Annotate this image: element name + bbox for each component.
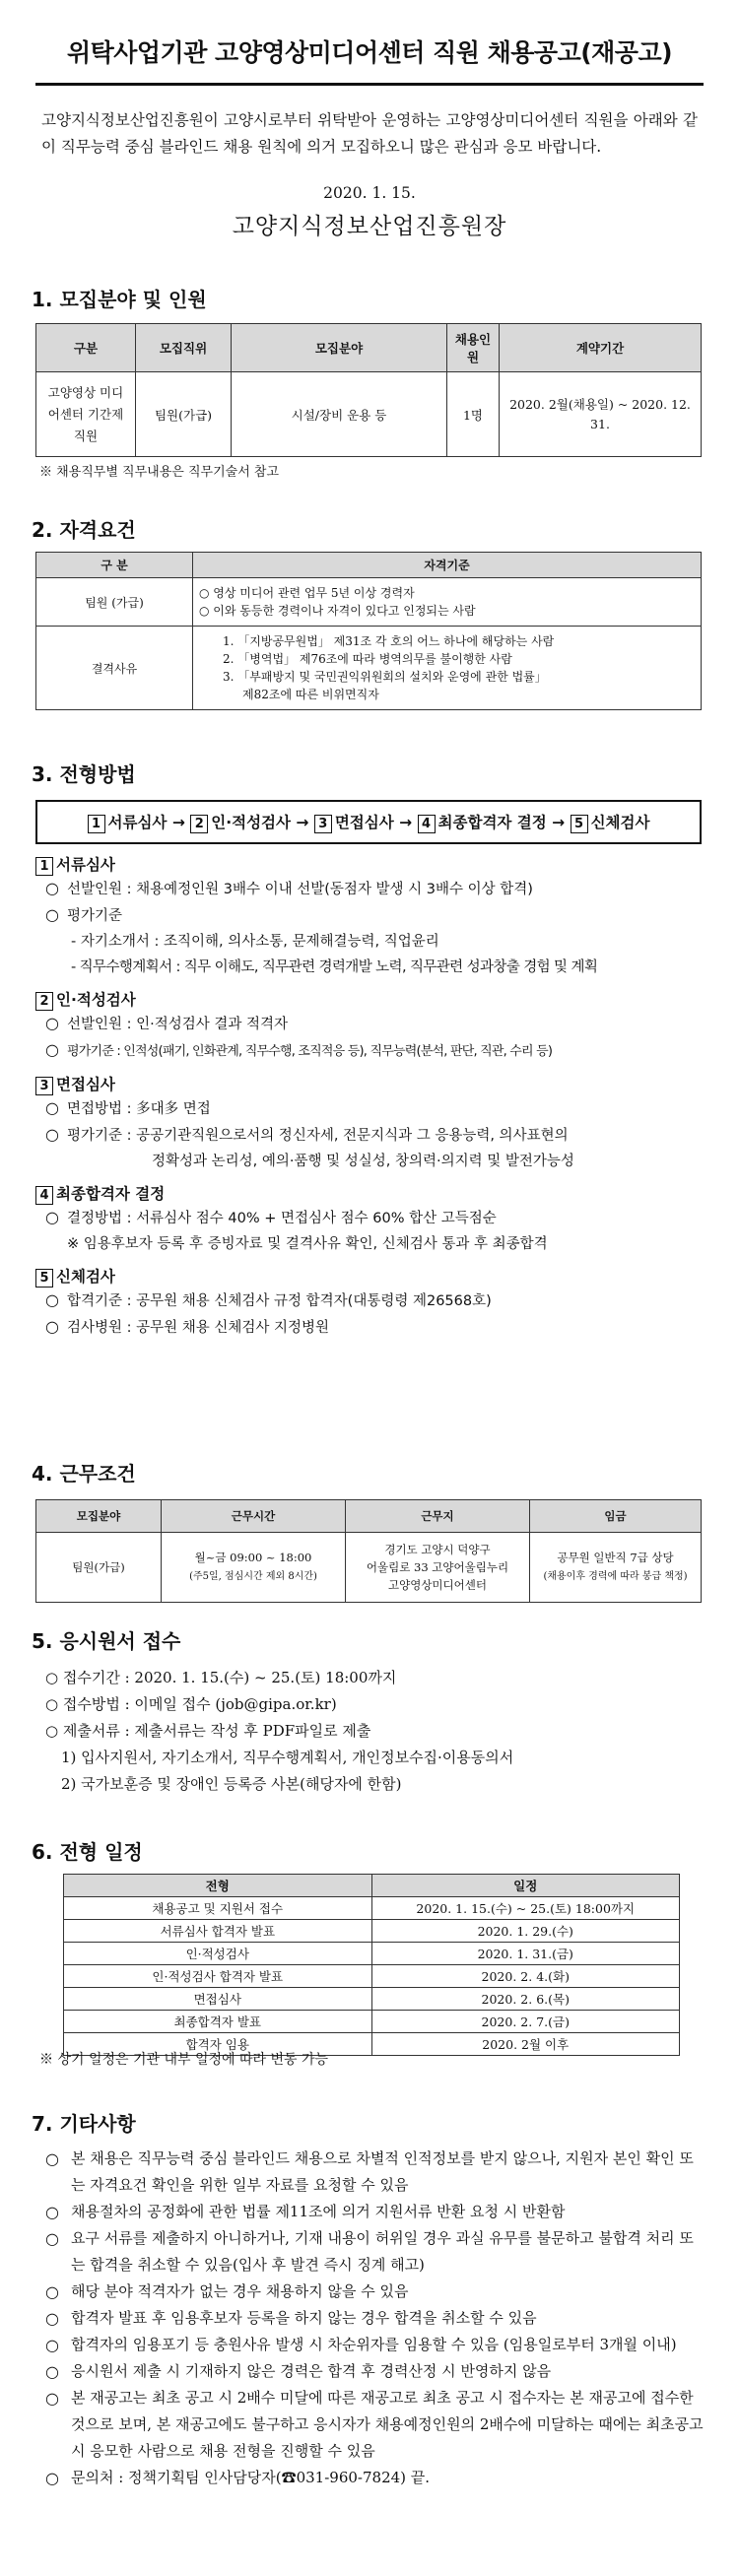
schedule-table [63,1874,680,2056]
flow-arrow: → [296,814,309,831]
schedule-date: 2020. 2. 6.(목) [371,1988,680,2011]
schedule-date: 2020. 1. 15.(수) ~ 25.(토) 18:00까지 [371,1897,680,1920]
step-line: 평가기준 : 인적성(패기, 인화관계, 직무수행, 조직적응 등), 직무능력(분석, 판단, 직관, 수리 등) [67,1044,553,1059]
bullet-icon: ○ [45,2203,59,2221]
table-header: 임금 [530,1500,702,1533]
misc-text: 요구 서류를 제출하지 아니하거나, 기재 내용이 허위일 경우 과실 유무를 불문하고 불합격 처리 또는 합격을 취소할 수 있음(입사 후 발견 즉시 징계 해고) [71,2229,694,2274]
count-cell: 1명 [447,372,500,457]
schedule-row [64,1920,680,1943]
apply-line: ○ 접수방법 : 이메일 접수 (job@gipa.or.kr) [45,1695,337,1713]
misc-text: 문의처 : 정책기획팀 인사담당자(☎031-960-7824) 끝. [71,2469,431,2486]
misc-text: 본 재공고는 최초 공고 시 2배수 미달에 따른 재공고로 최초 공고 시 접수자는 본 재공고에 접수한 것으로 보며, 본 재공고에도 불구하고 응시자가 채용예정인원의 2배수에 미달하는 때에는 최초공고 시 응모한 사람으로 채용 전형을 진행할 수 있음 [71,2389,704,2460]
misc-item [45,2385,705,2465]
intro-text: 고양지식정보산업진흥원이 고양시로부터 위탁받아 운영하는 고양영상미디어센터 직원을 아래와 같이 직무능력 중심 블라인드 채용 원칙에 의거 모집하오니 많은 관심과 응모 바랍니다. [41,111,698,156]
table-header: 구 분 [36,553,193,578]
issuer-name: 고양지식정보산업진흥원장 [232,214,507,239]
qual-criteria-cell [193,578,702,627]
misc-item [45,2279,705,2305]
schedule-stage: 합격자 임용 [64,2033,372,2056]
misc-item [45,2465,705,2491]
disqual-criteria-cell [193,627,702,710]
disqual-item: 제82조에 따른 비위면직자 [242,688,379,701]
misc-text: 합격자 발표 후 임용후보자 등록을 하지 않는 경우 합격을 취소할 수 있음 [71,2309,537,2327]
table-header: 모집분야 [232,324,447,372]
schedule-date: 2020. 2. 4.(화) [371,1965,680,1988]
bullet-icon: ○ [45,2389,59,2408]
table-header: 전형 [64,1875,372,1897]
misc-text: 본 채용은 직무능력 중심 블라인드 채용으로 차별적 인적정보를 받지 않으나, 지원자 본인 확인 또는 자격요건 확인을 위한 일부 자료를 요청할 수 있음 [71,2149,694,2194]
step-line: 선발인원 : 채용예정인원 3배수 이내 선발(동점자 발생 시 3배수 이상 합격) [67,882,533,897]
schedule-stage: 면접심사 [64,1988,372,2011]
section-heading-recruit: 1. 모집분야 및 인원 [32,288,207,311]
schedule-stage: 인·적성검사 [64,1943,372,1965]
table-header: 구분 [36,324,136,372]
section-heading-misc: 7. 기타사항 [32,2112,136,2136]
step-line: - 직무수행계획서 : 직무 이해도, 직무관련 경력개발 노력, 직무관련 성과창출 경험 및 계획 [71,959,598,975]
bullet-icon: ○ [45,2229,59,2248]
table-header: 근무시간 [162,1500,346,1533]
page-title: 위탁사업기관 고양영상미디어센터 직원 채용공고(재공고) [35,0,704,86]
bullet-icon: ○ [45,2336,59,2354]
schedule-row [64,2011,680,2033]
schedule-row [64,1988,680,2011]
step-number: 2 [190,815,208,833]
apply-line: 1) 입사지원서, 자기소개서, 직무수행계획서, 개인정보수집·이용동의서 [61,1749,514,1766]
apply-line: 2) 국가보훈증 및 장애인 등록증 사본(해당자에 한함) [61,1775,402,1793]
misc-text: 채용절차의 공정화에 관한 법률 제11조에 의거 지원서류 반환 요청 시 반환함 [71,2203,566,2220]
flow-step: 인·적성검사 [211,814,291,831]
section-heading-work: 4. 근무조건 [32,1462,136,1486]
process-flow [35,800,702,844]
misc-item [45,2199,705,2225]
division-cell: 고양영상 미디어센터 기간제직원 [36,372,136,457]
schedule-date: 2020. 2. 7.(금) [371,2011,680,2033]
qual-item: ○ 이와 동등한 경력이나 자격이 있다고 인정되는 사람 [199,604,476,618]
flow-step: 면접심사 [334,814,394,831]
misc-item [45,2146,705,2199]
step-line: - 자기소개서 : 조직이해, 의사소통, 문제해결능력, 직업윤리 [71,934,439,950]
misc-text: 응시원서 제출 시 기재하지 않은 경력은 합격 후 경력산정 시 반영하지 않음 [71,2362,552,2380]
apply-details [45,1665,705,1798]
misc-text: 합격자의 임용포기 등 충원사유 발생 시 차순위자를 임용할 수 있음 (임용일로부터 3개월 이내) [71,2336,677,2353]
step-line: 결정방법 : 서류심사 점수 40% + 면접심사 점수 60% 합산 고득점순 [67,1211,497,1226]
step-title: 1 서류심사 [35,853,705,876]
schedule-row [64,1965,680,1988]
step-number: 1 [88,815,105,833]
step-line: 평가기준 : 공공기관직원으로서의 정신자세, 전문지식과 그 응용능력, 의사표현의 [67,1128,569,1144]
disqual-item: 1. 「지방공무원법」 제31조 각 호의 어느 하나에 해당하는 사람 [223,634,555,648]
flow-step: 서류심사 [107,814,168,831]
table-header: 모집직위 [136,324,232,372]
qual-item: ○ 영상 미디어 관련 업무 5년 이상 경력자 [199,586,415,600]
step-line: 면접방법 : 多대多 면접 [67,1101,211,1117]
schedule-date: 2020. 1. 31.(금) [371,1943,680,1965]
disqual-item: 3. 「부패방지 및 국민권익위원회의 설치와 운영에 관한 법률」 [223,670,547,684]
step-title: 5 신체검사 [35,1265,705,1288]
step-number: 4 [418,815,436,833]
bullet-icon: ○ [45,2469,59,2487]
qual-label-cell: 팀원 (가급) [36,578,193,627]
step-line: ※ 임용후보자 등록 후 증빙자료 및 결격사유 확인, 신체검사 통과 후 최종합격 [67,1236,548,1252]
position-cell: 팀원(가급) [136,372,232,457]
recruit-table [35,323,702,457]
table-header: 채용인원 [447,324,500,372]
schedule-stage: 서류심사 합격자 발표 [64,1920,372,1943]
work-place-cell: 경기도 고양시 덕양구 어울림로 33 고양어울림누리 고양영상미디어센터 [346,1533,530,1603]
step-line: 평가기준 [67,908,123,924]
section-heading-process: 3. 전형방법 [32,762,136,786]
schedule-note: ※ 상기 일정은 기관 내부 일정에 따라 변동 가능 [39,2052,329,2068]
misc-text: 해당 분야 적격자가 없는 경우 채용하지 않을 수 있음 [71,2282,409,2300]
flow-arrow: → [171,814,185,831]
table-header: 일정 [371,1875,680,1897]
bullet-icon: ○ [45,2149,59,2168]
step-number: 3 [314,815,332,833]
schedule-stage: 인·적성검사 합격자 발표 [64,1965,372,1988]
flow-step: 최종합격자 결정 [437,814,547,831]
apply-line: ○ 접수기간 : 2020. 1. 15.(수) ~ 25.(토) 18:00까지 [45,1669,397,1686]
step-line: 검사병원 : 공무원 채용 신체검사 지정병원 [67,1320,330,1336]
table-header: 계약기간 [500,324,702,372]
schedule-stage: 채용공고 및 지원서 접수 [64,1897,372,1920]
apply-line: ○ 제출서류 : 제출서류는 작성 후 PDF파일로 제출 [45,1722,371,1740]
step-title: 2 인·적성검사 [35,988,705,1011]
misc-item [45,2305,705,2332]
step-number: 5 [571,815,588,833]
schedule-date: 2020. 1. 29.(수) [371,1920,680,1943]
flow-arrow: → [552,814,566,831]
process-details: 1 서류심사 ○ 선발인원 : 채용예정인원 3배수 이내 선발(동점자 발생 시 3배수 이상 합격) ○ 평가기준 - 자기소개서 : 조직이해, 의사소통, 문제해결능력, 직업윤리 - 직무수행계획서 : 직무 이해도, 직무관련 경력개발 노력, 직무관련 성과창출 경험 및 계획 2 인·적성검사 ○ 선발인원 : 인·적성검사 결과 적격자 ○ 평가기준 : 인적성(패기, 인화관계, 직무수행, 조직적응 등), 직무능력(분석, 판단, 직관, 수리 등) 3 면접심사 ○ 면접방법 : 多대多 면접 ○ 평가기준 : 공공기관직원으로서의 정신자세, 전문지식과 그 응용능력, 의사표현의 정확성과 논리성, 예의·품행 및 성실성, 창의력·의지력 및 발전가능성 4 최종합격자 결정 ○ 결정방법 : 서류심사 점수 40% + 면접심사 점수 60% 합산 고득점순 ※ 임용후보자 등록 후 증빙자료 및 결격사유 확인, 신체검사 통과 후 최종합격 5 신체검사 ○ 합격기준 : 공무원 채용 신체검사 규정 합격자(대통령령 제26568호) ○ 검사병원 : 공무원 채용 신체검사 지정병원 [35,853,705,1341]
schedule-stage: 최종합격자 발표 [64,2011,372,2033]
schedule-row [64,1943,680,1965]
table-header: 자격기준 [193,553,702,578]
misc-item [45,2332,705,2358]
schedule-date: 2020. 2월 이후 [371,2033,680,2056]
flow-step: 신체검사 [590,814,650,831]
work-time-cell: 월~금 09:00 ~ 18:00 (주5일, 점심시간 제외 8시간) [162,1533,346,1603]
work-table [35,1499,702,1603]
work-pay-cell: 공무원 일반직 7급 상당 (채용이후 경력에 따라 봉급 책정) [530,1533,702,1603]
bullet-icon: ○ [45,2309,59,2328]
section-heading-schedule: 6. 전형 일정 [32,1840,143,1864]
step-line: 정확성과 논리성, 예의·품행 및 성실성, 창의력·의지력 및 발전가능성 [152,1154,574,1169]
step-title: 3 면접심사 [35,1073,705,1095]
recruit-note: ※ 채용직무별 직무내용은 직무기술서 참고 [39,465,280,480]
misc-list [45,2146,705,2491]
table-header: 근무지 [346,1500,530,1533]
notice-date: 2020. 1. 15. [323,184,416,202]
section-heading-qualification: 2. 자격요건 [32,518,136,542]
table-header: 모집분야 [36,1500,162,1533]
step-line: 선발인원 : 인·적성검사 결과 적격자 [67,1017,289,1032]
bullet-icon: ○ [45,2362,59,2381]
section-heading-apply: 5. 응시원서 접수 [32,1629,181,1653]
period-cell: 2020. 2월(채용일) ~ 2020. 12. 31. [500,372,702,457]
disqual-label-cell: 결격사유 [36,627,193,710]
qualification-table [35,552,702,710]
bullet-icon: ○ [45,2282,59,2301]
step-line: 합격기준 : 공무원 채용 신체검사 규정 합격자(대통령령 제26568호) [67,1293,492,1309]
step-title: 4 최종합격자 결정 [35,1182,705,1205]
work-field-cell: 팀원(가급) [36,1533,162,1603]
disqual-item: 2. 「병역법」 제76조에 따라 병역의무를 불이행한 사람 [223,652,512,666]
schedule-row [64,1897,680,1920]
misc-item [45,2225,705,2279]
misc-item [45,2358,705,2385]
field-cell: 시설/장비 운용 등 [232,372,447,457]
flow-arrow: → [399,814,413,831]
